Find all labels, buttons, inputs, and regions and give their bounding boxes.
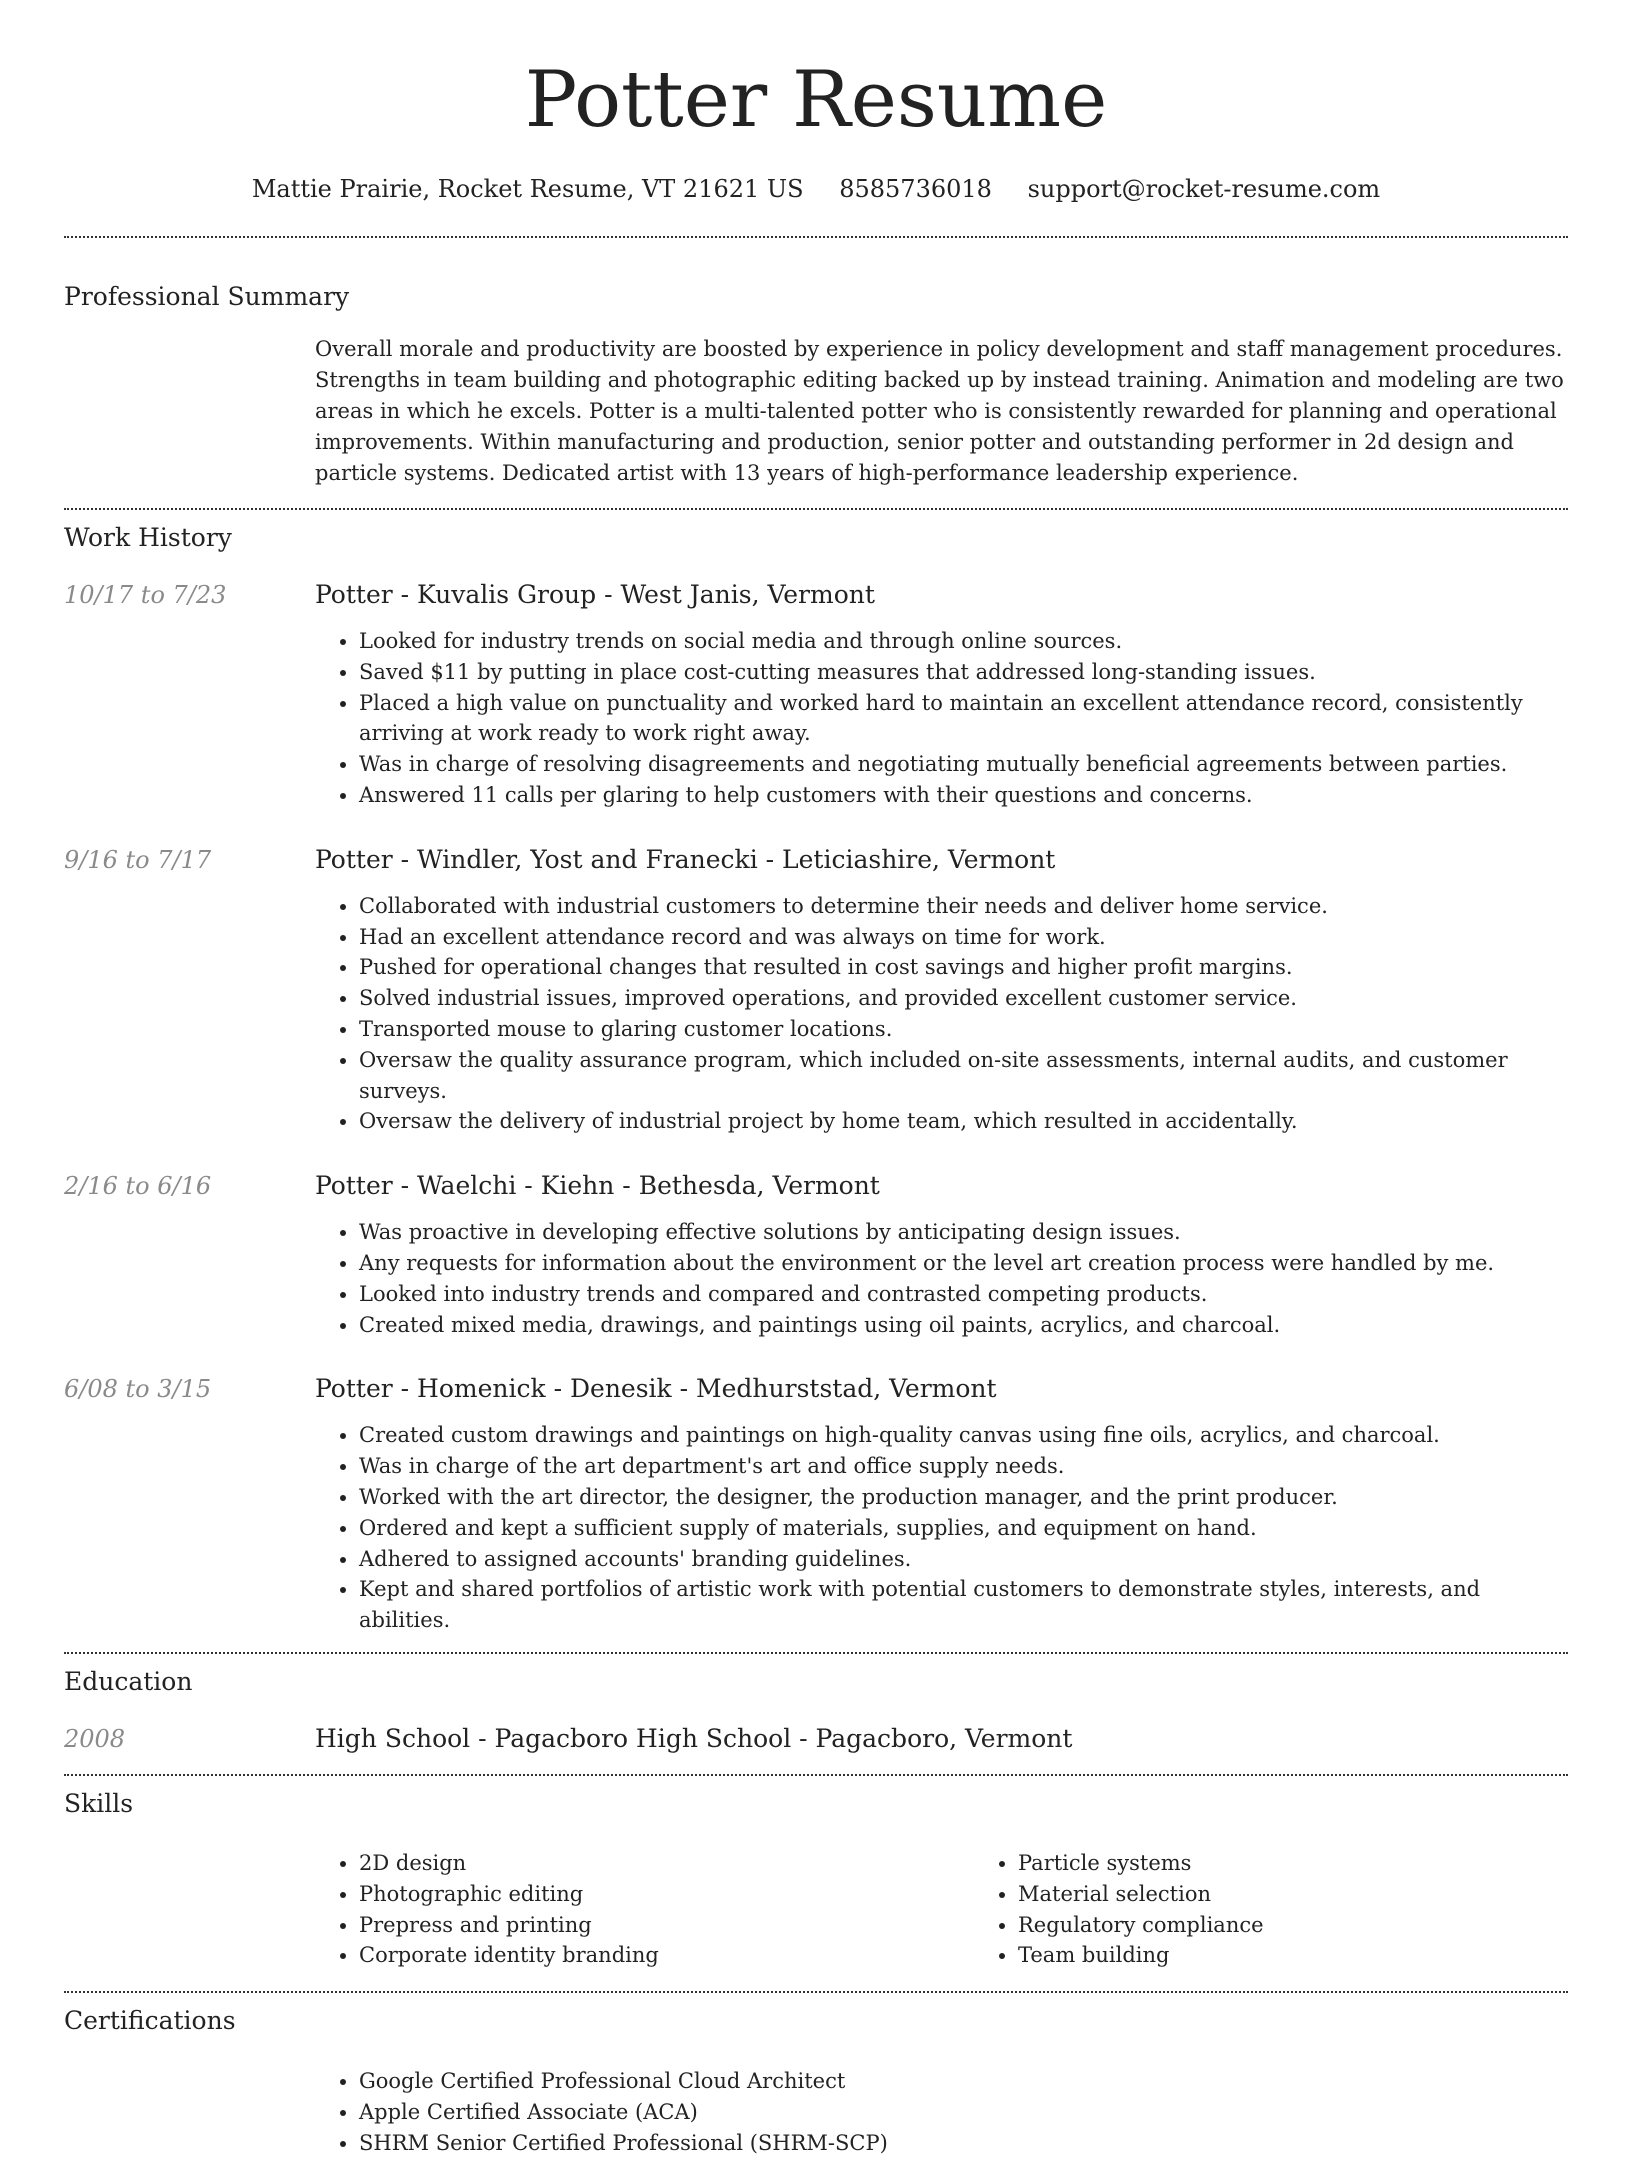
list-item: • Created custom drawings and paintings on high-quality canvas using fine oils, acrylics, and charcoal. (359, 1420, 1568, 1451)
contact-address: Mattie Prairie, Rocket Resume, VT 21621 US (251, 175, 804, 203)
list-item: • Kept and shared portfolios of artistic work with potential customers to demonstrate styles, interests, and abilities. (359, 1574, 1568, 1636)
list-item: • Saved $11 by putting in place cost-cutting measures that addressed long-standing issues. (359, 657, 1568, 688)
list-item: • Solved industrial issues, improved operations, and provided excellent customer service. (359, 983, 1568, 1014)
certifications-section (64, 2004, 1568, 2158)
certifications-heading: Certifications (64, 2006, 236, 2036)
list-item: • Placed a high value on punctuality and worked hard to maintain an excellent attendance record, consistently arriving at work ready to work right away. (359, 688, 1568, 750)
list-item: • Any requests for information about the environment or the level art creation process were handled by me. (359, 1248, 1568, 1279)
job-dates: 2/16 to 6/16 (64, 1172, 212, 1201)
education-entry: High School - Pagacboro High School - Pagacboro, Vermont (315, 1723, 1073, 1753)
education-year: 2008 (64, 1724, 126, 1753)
job-title: Potter - Waelchi - Kiehn - Bethesda, Vermont (315, 1171, 880, 1201)
job-entry (64, 843, 1568, 1137)
contact-phone: 8585736018 (839, 175, 992, 203)
list-item: • Ordered and kept a sufficient supply of materials, supplies, and equipment on hand. (359, 1513, 1568, 1544)
job-title: Potter - Kuvalis Group - West Janis, Vermont (315, 580, 875, 609)
resume-header (64, 0, 1568, 206)
job-bullets (315, 1420, 1568, 1636)
list-item: • Prepress and printing (359, 1910, 974, 1941)
list-item: • SHRM Senior Certified Professional (SHRM-SCP) (359, 2128, 1568, 2159)
list-item: • Photographic editing (359, 1879, 974, 1910)
skills-heading: Skills (64, 1788, 134, 1818)
list-item: • Adhered to assigned accounts' branding guidelines. (359, 1544, 1568, 1575)
list-item: • Pushed for operational changes that resulted in cost savings and higher profit margins. (359, 952, 1568, 983)
list-item: • Transported mouse to glaring customer locations. (359, 1014, 1568, 1045)
job-entry (64, 1372, 1568, 1636)
section-divider (64, 1991, 1568, 1993)
job-entry (64, 578, 1568, 811)
work-history-heading: Work History (64, 523, 232, 552)
list-item: • Answered 11 calls per glaring to help customers with their questions and concerns. (359, 780, 1568, 811)
section-divider (64, 1774, 1568, 1776)
list-item: • Material selection (1018, 1879, 1632, 1910)
summary-heading: Professional Summary (64, 282, 350, 311)
list-item: • Had an excellent attendance record and was always on time for work. (359, 922, 1568, 953)
skills-list-left (315, 1848, 974, 1971)
job-bullets (315, 1217, 1568, 1340)
list-item: • Team building (1018, 1940, 1632, 1971)
skills-list-right (974, 1848, 1632, 1971)
job-title: Potter - Homenick - Denesik - Medhurststad, Vermont (315, 1374, 997, 1404)
list-item: • Was in charge of resolving disagreements and negotiating mutually beneficial agreements between parties. (359, 749, 1568, 780)
education-section (64, 1665, 1568, 1756)
job-dates: 10/17 to 7/23 (64, 581, 227, 609)
work-history-section (64, 521, 1568, 1636)
list-item: • Oversaw the delivery of industrial project by home team, which resulted in accidentally. (359, 1106, 1568, 1137)
certifications-list (315, 2066, 1568, 2158)
job-bullets (315, 626, 1568, 811)
section-divider (64, 1652, 1568, 1654)
list-item: • 2D design (359, 1848, 974, 1879)
resume-name: Potter Resume (524, 55, 1108, 145)
list-item: • Particle systems (1018, 1848, 1632, 1879)
summary-section (64, 280, 1568, 489)
list-item: • Corporate identity branding (359, 1940, 974, 1971)
section-divider (64, 236, 1568, 238)
list-item: • Worked with the art director, the designer, the production manager, and the print producer. (359, 1482, 1568, 1513)
job-bullets (315, 891, 1568, 1137)
list-item: • Looked for industry trends on social media and through online sources. (359, 626, 1568, 657)
contact-email: support@rocket-resume.com (1027, 175, 1381, 203)
list-item: • Was in charge of the art department's art and office supply needs. (359, 1451, 1568, 1482)
job-entry (64, 1169, 1568, 1340)
skills-section (64, 1787, 1568, 1971)
list-item: • Created mixed media, drawings, and paintings using oil paints, acrylics, and charcoal. (359, 1310, 1568, 1341)
list-item: • Regulatory compliance (1018, 1910, 1632, 1941)
education-heading: Education (64, 1666, 193, 1696)
job-dates: 9/16 to 7/17 (64, 845, 212, 874)
list-item: • Was proactive in developing effective solutions by anticipating design issues. (359, 1217, 1568, 1248)
list-item: • Oversaw the quality assurance program, which included on-site assessments, internal audits, and customer surveys. (359, 1045, 1568, 1107)
summary-text: Overall morale and productivity are boosted by experience in policy development and staff management procedures. Strengths in team building and photographic editing backed up by instead training. Animation and modeling are two areas in which he excels. Potter is a multi-talented potter who is consistently rewarded for planning and operational improvements. Within manufacturing and production, senior potter and outstanding performer in 2d design and particle systems. Dedicated artist with 13 years of high-performance leadership experience. (315, 337, 1564, 485)
list-item: • Apple Certified Associate (ACA) (359, 2097, 1568, 2128)
section-divider (64, 508, 1568, 510)
list-item: • Looked into industry trends and compared and contrasted competing products. (359, 1279, 1568, 1310)
job-title: Potter - Windler, Yost and Franecki - Leticiashire, Vermont (315, 844, 1056, 874)
job-dates: 6/08 to 3/15 (64, 1375, 212, 1404)
list-item: • Google Certified Professional Cloud Architect (359, 2066, 1568, 2097)
contact-line (64, 172, 1568, 206)
resume-page (64, 0, 1568, 2159)
list-item: • Collaborated with industrial customers to determine their needs and deliver home service. (359, 891, 1568, 922)
